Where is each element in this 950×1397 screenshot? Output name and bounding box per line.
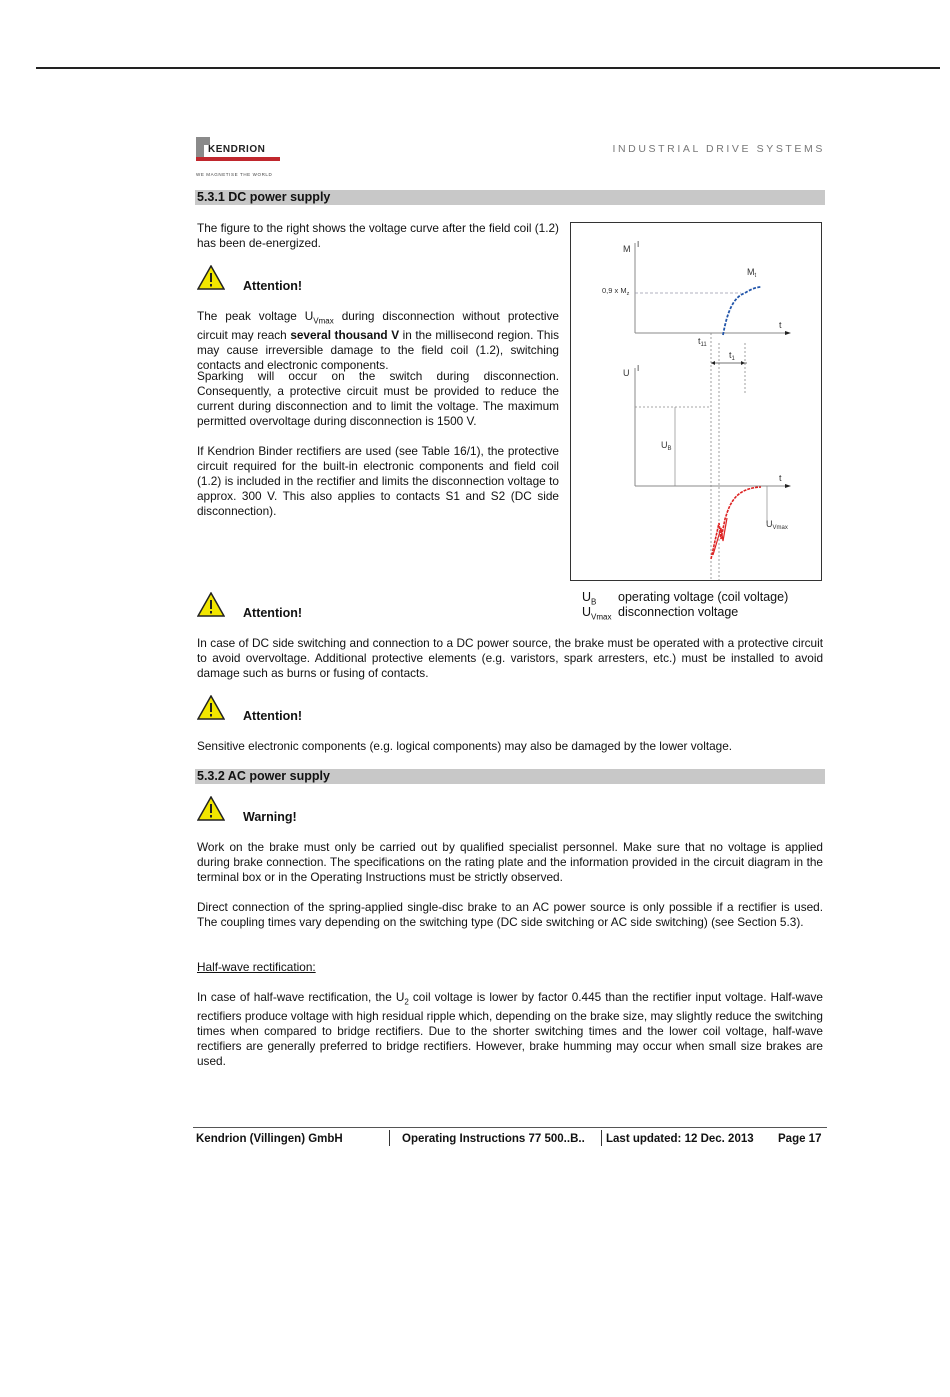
logo-tagline: WE MAGNETISE THE WORLD: [196, 172, 273, 177]
bold-text: several thousand V: [290, 328, 400, 343]
ub-label: [661, 440, 672, 452]
footer-rule: [193, 1127, 827, 1128]
t1-text: t: [729, 350, 732, 360]
section-heading-531: 5.3.1 DC power supply: [195, 190, 825, 205]
warning-triangle-icon: [197, 265, 225, 291]
warning-label: Warning!: [243, 810, 297, 824]
attention-label: Attention!: [243, 709, 303, 723]
legend-sym-sub: B: [591, 597, 597, 607]
footer-updated: Last updated: 12 Dec. 2013: [606, 1133, 754, 1145]
rectifier-paragraph: If Kendrion Binder rectifiers are used (see Table 16/1), the protective circuit required for the built-in electronic components and field coil (1.2) is included in the rectifier and limits the disconnection voltage to approx. 300 V. This also applies to contacts S1 and S2 (DC side disconnection).: [197, 444, 559, 518]
peak-voltage-paragraph: [197, 309, 559, 373]
t11-subscript: 11: [700, 342, 707, 348]
legend-sym-sub: Vmax: [591, 612, 612, 622]
attention-label: Attention!: [243, 606, 303, 620]
attention-label: Attention!: [243, 279, 303, 293]
qualified-personnel-paragraph: Work on the brake must only be carried out by qualified specialist personnel. Make sure that no voltage is applied during brake connection. The specifications on the rating plate and the information provided in the circuit diagram in the terminal box or in the Operating Instructions must be strictly observed.: [197, 840, 823, 884]
uvmax-text: U: [766, 519, 773, 529]
text-run: in the millisecond region. This may cause irreversible damage to the field coil (1.2), switching contacts and electronic components.: [197, 328, 559, 373]
footer-doc-title: Operating Instructions 77 500..B..: [402, 1133, 585, 1145]
sparking-paragraph: Sparking will occur on the switch during disconnection. Consequently, a protective circuit must be provided to reduce the current during disconnection and to limit the voltage. The maximum permitted overvoltage during disconnection is 1500 V.: [197, 369, 559, 428]
legend-sym-text: U: [582, 605, 592, 619]
half-wave-heading: [197, 960, 823, 975]
legend-uvmax: [582, 605, 738, 622]
text-run: coil voltage is lower by factor 0.445 than the rectifier input voltage. Half-wave rectifiers produce voltage with high residual ripple which, depending on the brake size, may slightly reduce the switching times when compared to bridge rectifiers. Due to the shorter switching times and the lower coil voltage, half-wave rectifiers are generally preferred to bridge rectifiers. However, brake humming may occur when small size brakes are used.: [197, 990, 823, 1069]
warning-triangle-icon: [197, 695, 225, 721]
voltage-curve-figure: [570, 222, 822, 581]
text-run: during disconnection without protective circuit may reach: [197, 309, 559, 343]
warning-triangle-icon: [197, 796, 225, 822]
text-run: The peak voltage U: [197, 309, 314, 323]
mt-text: M: [747, 267, 755, 277]
u-axis-label: U: [623, 368, 630, 378]
footer-separator: [601, 1130, 602, 1146]
t-label-top: t: [779, 320, 782, 330]
m-axis-tick: I: [637, 240, 640, 249]
top-rule: [36, 67, 940, 69]
mz-subscript: z: [626, 291, 630, 297]
t11-label: [698, 336, 707, 348]
kendrion-logo: [196, 135, 316, 181]
dc-switching-paragraph: In case of DC side switching and connection to a DC power source, the brake must be operated with a protective circuit to avoid overvoltage. Additional protective elements (e.g. varistors, spark arresters, etc.) must be installed to avoid damage such as burns or fusing of contacts.: [197, 636, 823, 680]
footer-separator: [389, 1130, 390, 1146]
t1-subscript: 1: [731, 356, 735, 362]
half-wave-paragraph: [197, 990, 823, 1069]
mz-text: 0,9 x M: [602, 286, 627, 295]
logo-text: KENDRION: [208, 144, 266, 155]
voltage-curve-diagram: [571, 223, 821, 580]
half-wave-heading-text: Half-wave rectification:: [197, 960, 316, 974]
u-axis-tick: I: [637, 364, 640, 373]
uvmax-subscript: Vmax: [772, 525, 788, 531]
warning-triangle-icon: [197, 592, 225, 618]
t-label-bottom: t: [779, 473, 782, 483]
subscript: Vmax: [313, 316, 334, 326]
t11-text: t: [698, 336, 701, 346]
subscript: 2: [404, 997, 409, 1007]
t1-label: [729, 350, 736, 362]
footer-page-number: Page 17: [778, 1133, 822, 1145]
mt-subscript: t: [754, 273, 757, 279]
legend-text: operating voltage (coil voltage): [618, 590, 789, 604]
legend-text: disconnection voltage: [618, 605, 739, 619]
mt-label: [747, 267, 757, 279]
legend-symbol: [582, 605, 618, 622]
division-tagline: INDUSTRIAL DRIVE SYSTEMS: [612, 143, 825, 155]
footer-company: Kendrion (Villingen) GmbH: [196, 1133, 343, 1145]
mz-label: [602, 286, 630, 297]
text-run: In case of half-wave rectification, the U: [197, 990, 405, 1004]
m-axis-label: M: [623, 244, 631, 254]
intro-paragraph: The figure to the right shows the voltage curve after the field coil (1.2) has been de-energized.: [197, 221, 559, 250]
ac-connection-paragraph: Direct connection of the spring-applied single-disc brake to an AC power source is only possible if a rectifier is used. The coupling times vary depending on the switching type (DC side switching or AC side switching) (see Section 5.3).: [197, 900, 823, 929]
ub-subscript: B: [667, 446, 672, 452]
section-heading-532: 5.3.2 AC power supply: [195, 769, 825, 784]
uvmax-label: [766, 519, 788, 531]
sensitive-components-paragraph: Sensitive electronic components (e.g. logical components) may also be damaged by the lower voltage.: [197, 739, 733, 753]
ub-text: U: [661, 440, 668, 450]
legend-sym-text: U: [582, 590, 592, 604]
